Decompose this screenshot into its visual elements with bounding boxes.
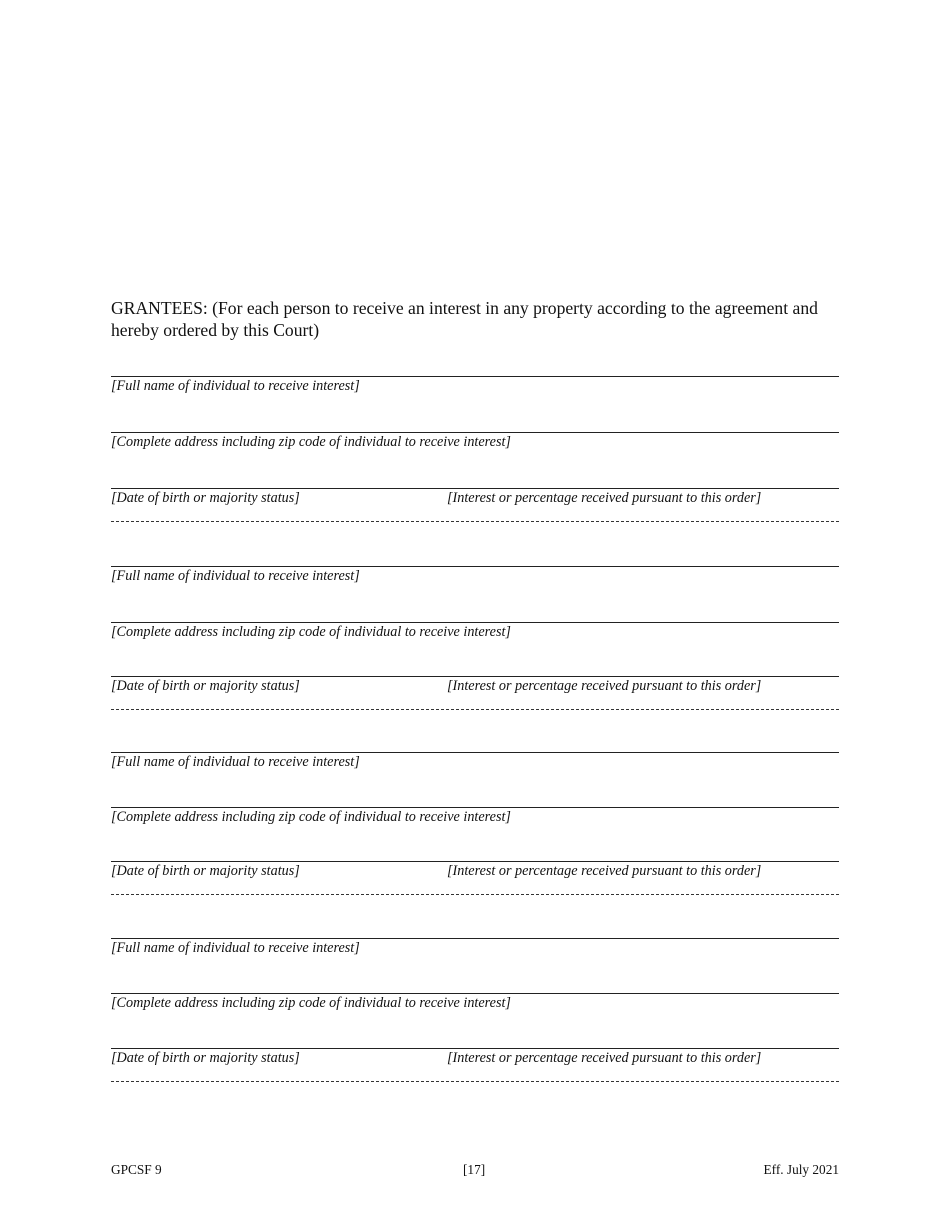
block-separator	[111, 894, 839, 895]
address-caption: [Complete address including zip code of individual to receive interest]	[111, 809, 511, 825]
full-name-field[interactable]	[111, 566, 839, 586]
footer-form-id: GPCSF 9	[111, 1162, 162, 1177]
dob-caption: [Date of birth or majority status]	[111, 1050, 300, 1066]
interest-caption: [Interest or percentage received pursuant to this order]	[447, 678, 762, 694]
grantees-heading: GRANTEES: (For each person to receive an interest in any property according to the agreement and hereby ordered by this Court)	[111, 298, 818, 340]
dob-interest-field[interactable]	[111, 861, 839, 881]
dob-interest-field[interactable]	[111, 488, 839, 508]
full-name-field[interactable]	[111, 752, 839, 772]
interest-caption: [Interest or percentage received pursuant to this order]	[447, 490, 762, 506]
address-field[interactable]	[111, 622, 839, 642]
full-name-caption: [Full name of individual to receive interest]	[111, 754, 360, 770]
footer-page-number: [17]	[463, 1162, 486, 1177]
footer-effective-date: Eff. July 2021	[763, 1162, 839, 1177]
dob-interest-field[interactable]	[111, 1048, 839, 1068]
address-field[interactable]	[111, 807, 839, 827]
full-name-caption: [Full name of individual to receive interest]	[111, 940, 360, 956]
interest-caption: [Interest or percentage received pursuant to this order]	[447, 1050, 762, 1066]
block-separator	[111, 521, 839, 522]
address-field[interactable]	[111, 993, 839, 1013]
full-name-field[interactable]	[111, 938, 839, 958]
address-caption: [Complete address including zip code of individual to receive interest]	[111, 624, 511, 640]
dob-caption: [Date of birth or majority status]	[111, 490, 300, 506]
address-caption: [Complete address including zip code of individual to receive interest]	[111, 434, 511, 450]
interest-caption: [Interest or percentage received pursuant to this order]	[447, 863, 762, 879]
dob-interest-field[interactable]	[111, 676, 839, 696]
full-name-caption: [Full name of individual to receive interest]	[111, 568, 360, 584]
address-field[interactable]	[111, 432, 839, 452]
full-name-caption: [Full name of individual to receive interest]	[111, 378, 360, 394]
dob-caption: [Date of birth or majority status]	[111, 863, 300, 879]
block-separator	[111, 1081, 839, 1082]
dob-caption: [Date of birth or majority status]	[111, 678, 300, 694]
full-name-field[interactable]	[111, 376, 839, 396]
address-caption: [Complete address including zip code of individual to receive interest]	[111, 995, 511, 1011]
block-separator	[111, 709, 839, 710]
